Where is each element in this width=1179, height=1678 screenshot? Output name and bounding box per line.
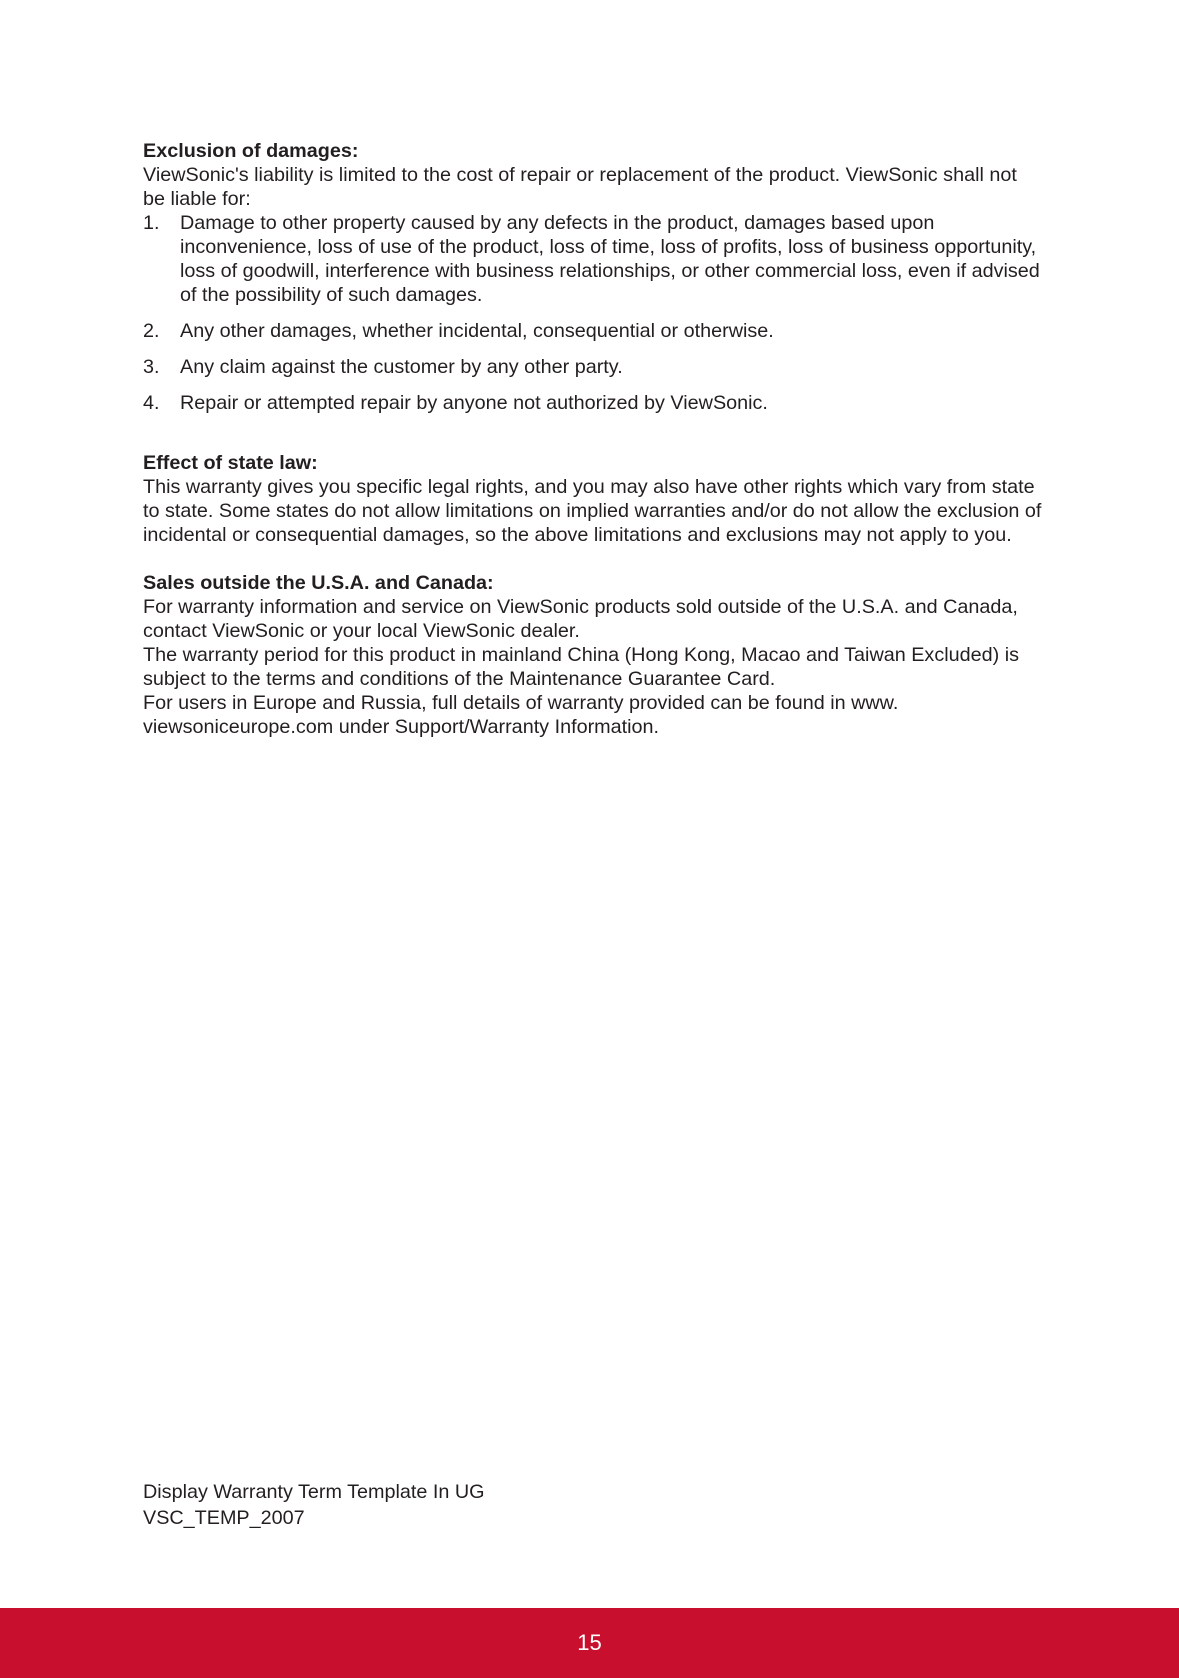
list-item-text: Any claim against the customer by any other party.	[180, 356, 623, 378]
list-item	[143, 355, 1043, 379]
list-item-number: 3.	[143, 356, 160, 378]
sales-outside-para-1: For warranty information and service on ViewSonic products sold outside of the U.S.A. and Canada, contact ViewSonic or your local ViewSonic dealer.	[143, 596, 1018, 642]
list-item	[143, 319, 1043, 343]
sales-outside-para-2: The warranty period for this product in mainland China (Hong Kong, Macao and Taiwan Excluded) is subject to the terms and conditions of the Maintenance Guarantee Card.	[143, 644, 1019, 690]
section-spacer	[143, 547, 1043, 571]
document-body	[143, 139, 1043, 739]
template-name: Display Warranty Term Template In UG	[143, 1481, 485, 1503]
sales-outside-title: Sales outside the U.S.A. and Canada:	[143, 572, 494, 594]
list-item-text: Damage to other property caused by any defects in the product, damages based upon inconvenience, loss of use of the product, loss of time, loss of profits, loss of business opportunity, loss of goodwill, interference with business relationships, or other commercial loss, even if advised of the possibility of such damages.	[180, 212, 1040, 306]
exclusion-title: Exclusion of damages:	[143, 140, 359, 162]
sales-outside-para-3: For users in Europe and Russia, full details of warranty provided can be found in www. viewsoniceurope.com under Support/Warranty Information.	[143, 692, 899, 738]
template-footer	[143, 1479, 485, 1531]
list-item	[143, 211, 1043, 307]
page-number: 15	[577, 1630, 602, 1655]
section-spacer	[143, 427, 1043, 451]
state-law-body: This warranty gives you specific legal rights, and you may also have other rights which vary from state to state. Some states do not allow limitations on implied warranties and/or do not allow the exclusion of incidental or consequential damages, so the above limitations and exclusions may not apply to you.	[143, 476, 1042, 546]
list-item-text: Repair or attempted repair by anyone not authorized by ViewSonic.	[180, 392, 768, 414]
list-item-number: 2.	[143, 320, 160, 342]
template-code: VSC_TEMP_2007	[143, 1507, 305, 1529]
exclusion-intro: ViewSonic's liability is limited to the cost of repair or replacement of the product. ViewSonic shall not be liable for:	[143, 164, 1017, 210]
list-item-number: 1.	[143, 212, 160, 234]
list-item	[143, 391, 1043, 415]
page-number-bar	[0, 1608, 1179, 1678]
state-law-title: Effect of state law:	[143, 452, 318, 474]
list-item-text: Any other damages, whether incidental, consequential or otherwise.	[180, 320, 774, 342]
list-item-number: 4.	[143, 392, 160, 414]
exclusion-list	[143, 211, 1043, 415]
